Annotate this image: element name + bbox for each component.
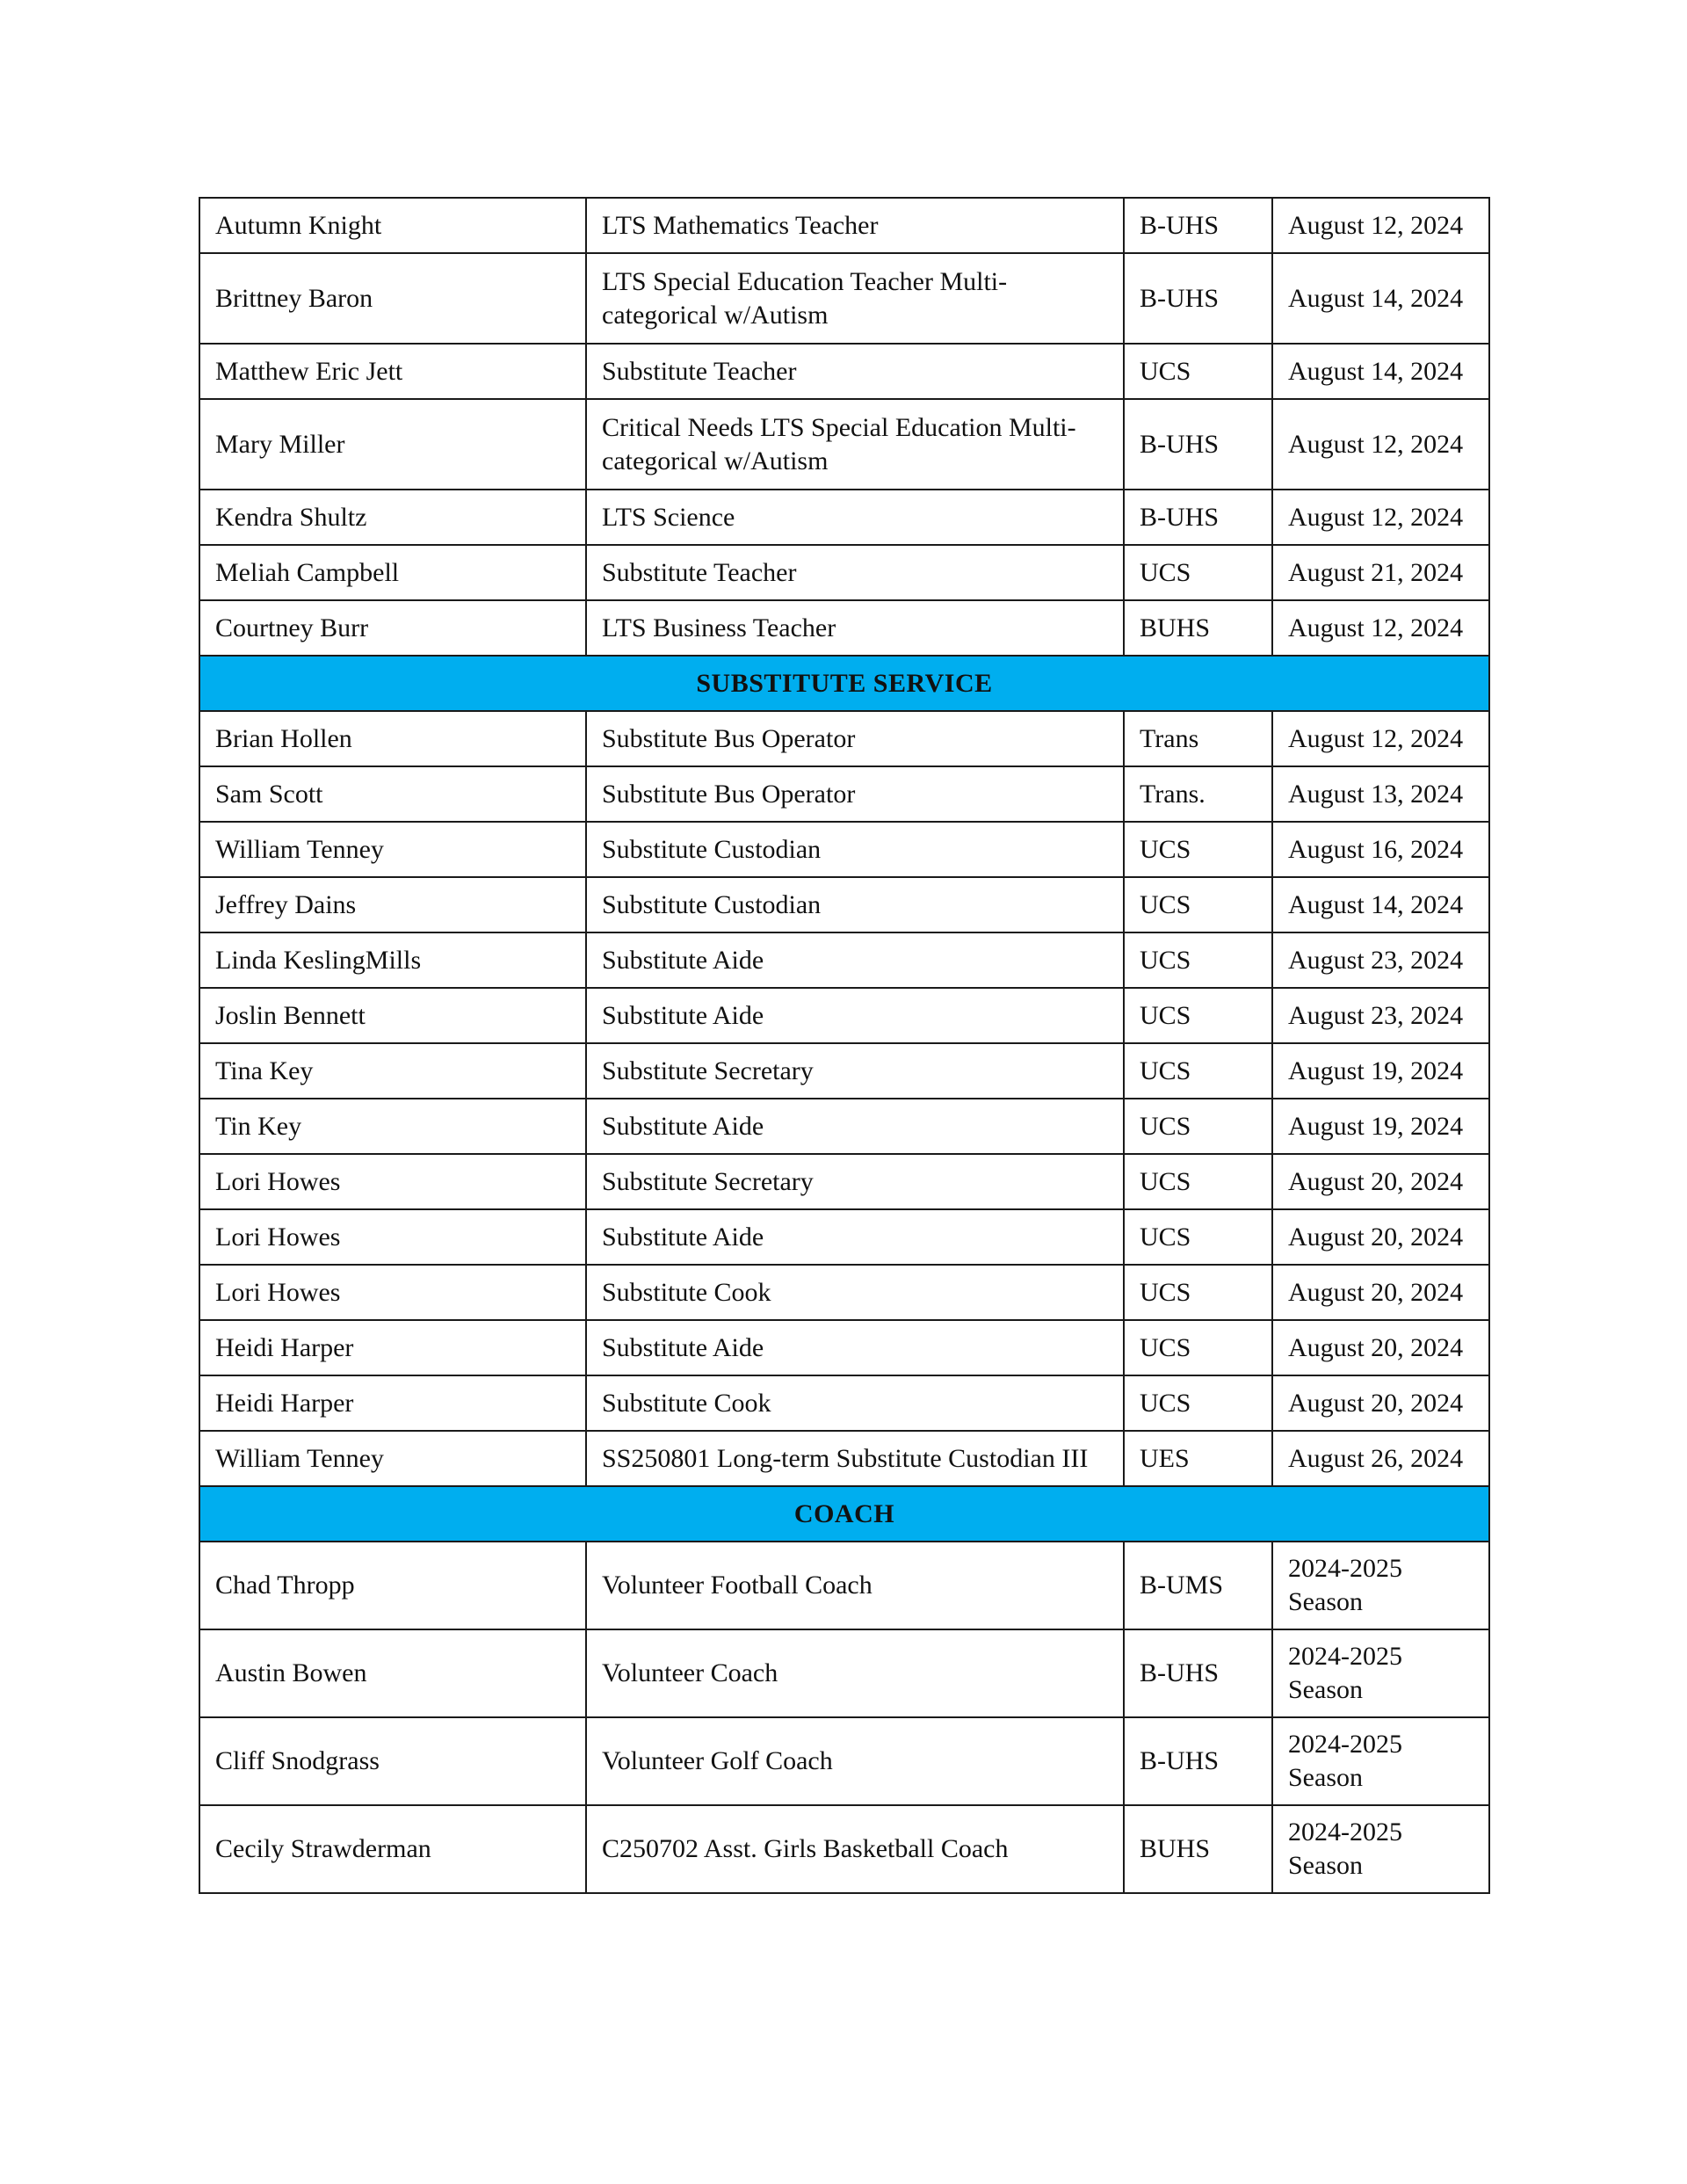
table-row (199, 545, 1489, 600)
employee-name: Lori Howes (199, 1265, 586, 1320)
table-row (199, 490, 1489, 545)
effective-date: August 12, 2024 (1272, 600, 1489, 656)
location: UCS (1124, 1209, 1272, 1265)
employee-name: Heidi Harper (199, 1375, 586, 1431)
effective-date: August 16, 2024 (1272, 822, 1489, 877)
employee-name: Tina Key (199, 1043, 586, 1099)
effective-date: August 20, 2024 (1272, 1320, 1489, 1375)
effective-date: August 20, 2024 (1272, 1154, 1489, 1209)
section-title: COACH (199, 1486, 1489, 1542)
location: UCS (1124, 1043, 1272, 1099)
table-row (199, 1154, 1489, 1209)
personnel-table (199, 197, 1490, 1894)
table-row (199, 1265, 1489, 1320)
effective-date: August 14, 2024 (1272, 877, 1489, 932)
table-row (199, 600, 1489, 656)
location: UES (1124, 1431, 1272, 1486)
table-row (199, 1375, 1489, 1431)
employee-name: Lori Howes (199, 1209, 586, 1265)
table-row (199, 1320, 1489, 1375)
effective-date: August 12, 2024 (1272, 711, 1489, 766)
employee-name: Brian Hollen (199, 711, 586, 766)
position-title: Volunteer Golf Coach (586, 1717, 1124, 1805)
table-row (199, 1542, 1489, 1629)
location: UCS (1124, 822, 1272, 877)
table-row (199, 932, 1489, 988)
employee-name: Heidi Harper (199, 1320, 586, 1375)
table-row (199, 399, 1489, 490)
effective-date: August 20, 2024 (1272, 1209, 1489, 1265)
location: BUHS (1124, 1805, 1272, 1893)
section-header-coach (199, 1486, 1489, 1542)
position-title: Substitute Aide (586, 1099, 1124, 1154)
table-row (199, 253, 1489, 344)
employee-name: Lori Howes (199, 1154, 586, 1209)
table-row (199, 766, 1489, 822)
effective-date: August 12, 2024 (1272, 490, 1489, 545)
effective-date: August 23, 2024 (1272, 988, 1489, 1043)
position-title: Substitute Teacher (586, 344, 1124, 399)
location: UCS (1124, 877, 1272, 932)
effective-date: August 12, 2024 (1272, 198, 1489, 253)
effective-date: August 21, 2024 (1272, 545, 1489, 600)
position-title: Critical Needs LTS Special Education Multi-categorical w/Autism (586, 399, 1124, 490)
position-title: Substitute Custodian (586, 877, 1124, 932)
employee-name: Meliah Campbell (199, 545, 586, 600)
position-title: LTS Special Education Teacher Multi-categorical w/Autism (586, 253, 1124, 344)
employee-name: Cecily Strawderman (199, 1805, 586, 1893)
table-row (199, 1209, 1489, 1265)
position-title: LTS Business Teacher (586, 600, 1124, 656)
location: UCS (1124, 1265, 1272, 1320)
employee-name: Matthew Eric Jett (199, 344, 586, 399)
position-title: Volunteer Football Coach (586, 1542, 1124, 1629)
location: UCS (1124, 344, 1272, 399)
effective-date: August 20, 2024 (1272, 1375, 1489, 1431)
section-title: SUBSTITUTE SERVICE (199, 656, 1489, 711)
effective-date: 2024-2025 Season (1272, 1805, 1489, 1893)
position-title: Substitute Secretary (586, 1154, 1124, 1209)
table-row (199, 1629, 1489, 1717)
employee-name: William Tenney (199, 1431, 586, 1486)
employee-name: William Tenney (199, 822, 586, 877)
employee-name: Chad Thropp (199, 1542, 586, 1629)
position-title: Substitute Cook (586, 1265, 1124, 1320)
table-row (199, 344, 1489, 399)
table-row (199, 1043, 1489, 1099)
position-title: Substitute Bus Operator (586, 711, 1124, 766)
position-title: Substitute Aide (586, 988, 1124, 1043)
effective-date: 2024-2025 Season (1272, 1629, 1489, 1717)
position-title: Substitute Aide (586, 1209, 1124, 1265)
position-title: Substitute Custodian (586, 822, 1124, 877)
effective-date: 2024-2025 Season (1272, 1542, 1489, 1629)
position-title: LTS Science (586, 490, 1124, 545)
table-row (199, 1431, 1489, 1486)
table-row (199, 1717, 1489, 1805)
effective-date: 2024-2025 Season (1272, 1717, 1489, 1805)
table-row (199, 988, 1489, 1043)
position-title: Substitute Cook (586, 1375, 1124, 1431)
position-title: Substitute Bus Operator (586, 766, 1124, 822)
employee-name: Courtney Burr (199, 600, 586, 656)
effective-date: August 14, 2024 (1272, 253, 1489, 344)
employee-name: Sam Scott (199, 766, 586, 822)
location: Trans (1124, 711, 1272, 766)
effective-date: August 23, 2024 (1272, 932, 1489, 988)
employee-name: Austin Bowen (199, 1629, 586, 1717)
employee-name: Joslin Bennett (199, 988, 586, 1043)
employee-name: Autumn Knight (199, 198, 586, 253)
position-title: SS250801 Long-term Substitute Custodian III (586, 1431, 1124, 1486)
position-title: Substitute Secretary (586, 1043, 1124, 1099)
location: B-UHS (1124, 253, 1272, 344)
position-title: Volunteer Coach (586, 1629, 1124, 1717)
table-row (199, 711, 1489, 766)
effective-date: August 13, 2024 (1272, 766, 1489, 822)
employee-name: Kendra Shultz (199, 490, 586, 545)
employee-name: Cliff Snodgrass (199, 1717, 586, 1805)
table-row (199, 822, 1489, 877)
location: UCS (1124, 932, 1272, 988)
location: B-UHS (1124, 198, 1272, 253)
position-title: Substitute Aide (586, 932, 1124, 988)
location: UCS (1124, 988, 1272, 1043)
section-header-substitute-service (199, 656, 1489, 711)
location: UCS (1124, 1154, 1272, 1209)
table-row (199, 877, 1489, 932)
employee-name: Tin Key (199, 1099, 586, 1154)
location: Trans. (1124, 766, 1272, 822)
location: B-UHS (1124, 490, 1272, 545)
location: B-UHS (1124, 1629, 1272, 1717)
effective-date: August 20, 2024 (1272, 1265, 1489, 1320)
table-row (199, 1805, 1489, 1893)
location: BUHS (1124, 600, 1272, 656)
effective-date: August 26, 2024 (1272, 1431, 1489, 1486)
position-title: C250702 Asst. Girls Basketball Coach (586, 1805, 1124, 1893)
effective-date: August 19, 2024 (1272, 1099, 1489, 1154)
employee-name: Linda KeslingMills (199, 932, 586, 988)
position-title: Substitute Teacher (586, 545, 1124, 600)
employee-name: Jeffrey Dains (199, 877, 586, 932)
employee-name: Mary Miller (199, 399, 586, 490)
location: UCS (1124, 545, 1272, 600)
position-title: LTS Mathematics Teacher (586, 198, 1124, 253)
location: UCS (1124, 1099, 1272, 1154)
location: B-UHS (1124, 1717, 1272, 1805)
location: UCS (1124, 1375, 1272, 1431)
location: B-UHS (1124, 399, 1272, 490)
effective-date: August 14, 2024 (1272, 344, 1489, 399)
employee-name: Brittney Baron (199, 253, 586, 344)
location: B-UMS (1124, 1542, 1272, 1629)
table-row (199, 198, 1489, 253)
effective-date: August 19, 2024 (1272, 1043, 1489, 1099)
location: UCS (1124, 1320, 1272, 1375)
position-title: Substitute Aide (586, 1320, 1124, 1375)
table-row (199, 1099, 1489, 1154)
effective-date: August 12, 2024 (1272, 399, 1489, 490)
